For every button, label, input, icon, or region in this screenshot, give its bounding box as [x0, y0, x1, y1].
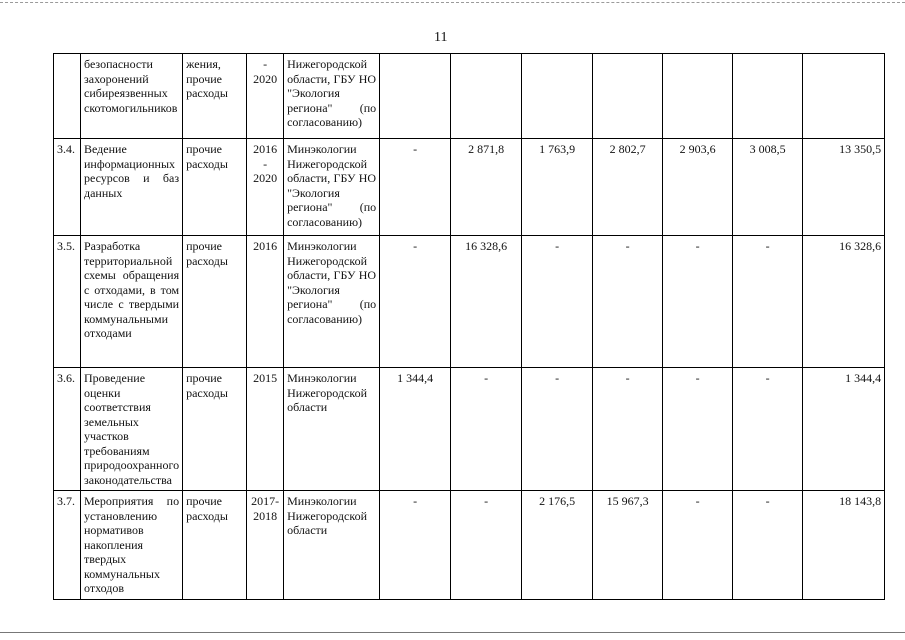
value-2015 [380, 54, 451, 139]
activity-name: Проведение оценки соответствия земельных участков требованиям природоохранного законодательства [81, 368, 183, 491]
value-2019: - [663, 368, 733, 491]
value-2020: - [733, 491, 803, 600]
executor: Минэкологии Нижегородской области, ГБУ НО "Экология региона" (по согласованию) [284, 236, 380, 368]
value-2019 [663, 54, 733, 139]
period: 2015 [247, 368, 284, 491]
value-2019: - [663, 491, 733, 600]
value-2020: - [733, 236, 803, 368]
row-total: 16 328,6 [803, 236, 885, 368]
value-2015: - [380, 491, 451, 600]
bottom-scan-edge [0, 632, 905, 634]
activity-name: Ведение информационных ресурсов и баз данных [81, 139, 183, 236]
program-activities-table [53, 53, 885, 600]
period: 2016 [247, 236, 284, 368]
period: 2016 - 2020 [247, 139, 284, 236]
row-number: 3.5. [54, 236, 81, 368]
table-row [54, 236, 885, 368]
value-2016 [451, 54, 522, 139]
funding-source: жения, прочие расходы [183, 54, 247, 139]
value-2016: 2 871,8 [451, 139, 522, 236]
row-number: 3.4. [54, 139, 81, 236]
row-number: 3.6. [54, 368, 81, 491]
row-number [54, 54, 81, 139]
activity-name: безопасности захоронений сибиреязвенных скотомогильников [81, 54, 183, 139]
value-2018: - [593, 368, 663, 491]
table-row [54, 368, 885, 491]
executor: Минэкологии Нижегородской области [284, 491, 380, 600]
executor: Минэкологии Нижегородской области [284, 368, 380, 491]
funding-source: прочие расходы [183, 139, 247, 236]
funding-source: прочие расходы [183, 491, 247, 600]
executor: Минэкологии Нижегородской области, ГБУ НО "Экология региона" (по согласованию) [284, 139, 380, 236]
top-scan-edge [0, 2, 905, 4]
activity-name: Разработка территориальной схемы обращения с отходами, в том числе с твердыми коммунальными отходами [81, 236, 183, 368]
value-2016: - [451, 491, 522, 600]
value-2020 [733, 54, 803, 139]
table-row [54, 139, 885, 236]
value-2017: 1 763,9 [522, 139, 593, 236]
value-2015: - [380, 139, 451, 236]
row-total [803, 54, 885, 139]
value-2018: 2 802,7 [593, 139, 663, 236]
value-2015: - [380, 236, 451, 368]
row-total: 13 350,5 [803, 139, 885, 236]
value-2016: - [451, 368, 522, 491]
value-2017: - [522, 236, 593, 368]
table-row [54, 54, 885, 139]
page-number: 11 [434, 30, 448, 45]
period: - 2020 [247, 54, 284, 139]
value-2017 [522, 54, 593, 139]
value-2017: - [522, 368, 593, 491]
funding-source: прочие расходы [183, 236, 247, 368]
value-2017: 2 176,5 [522, 491, 593, 600]
value-2018 [593, 54, 663, 139]
value-2019: 2 903,6 [663, 139, 733, 236]
value-2015: 1 344,4 [380, 368, 451, 491]
table-row [54, 491, 885, 600]
row-number: 3.7. [54, 491, 81, 600]
value-2019: - [663, 236, 733, 368]
value-2020: 3 008,5 [733, 139, 803, 236]
period: 2017- 2018 [247, 491, 284, 600]
value-2018: - [593, 236, 663, 368]
value-2018: 15 967,3 [593, 491, 663, 600]
funding-source: прочие расходы [183, 368, 247, 491]
value-2020: - [733, 368, 803, 491]
row-total: 18 143,8 [803, 491, 885, 600]
activity-name: Мероприятия по установлению нормативов накопления твердых коммунальных отходов [81, 491, 183, 600]
value-2016: 16 328,6 [451, 236, 522, 368]
executor: Нижегородской области, ГБУ НО "Экология региона" (по согласованию) [284, 54, 380, 139]
row-total: 1 344,4 [803, 368, 885, 491]
